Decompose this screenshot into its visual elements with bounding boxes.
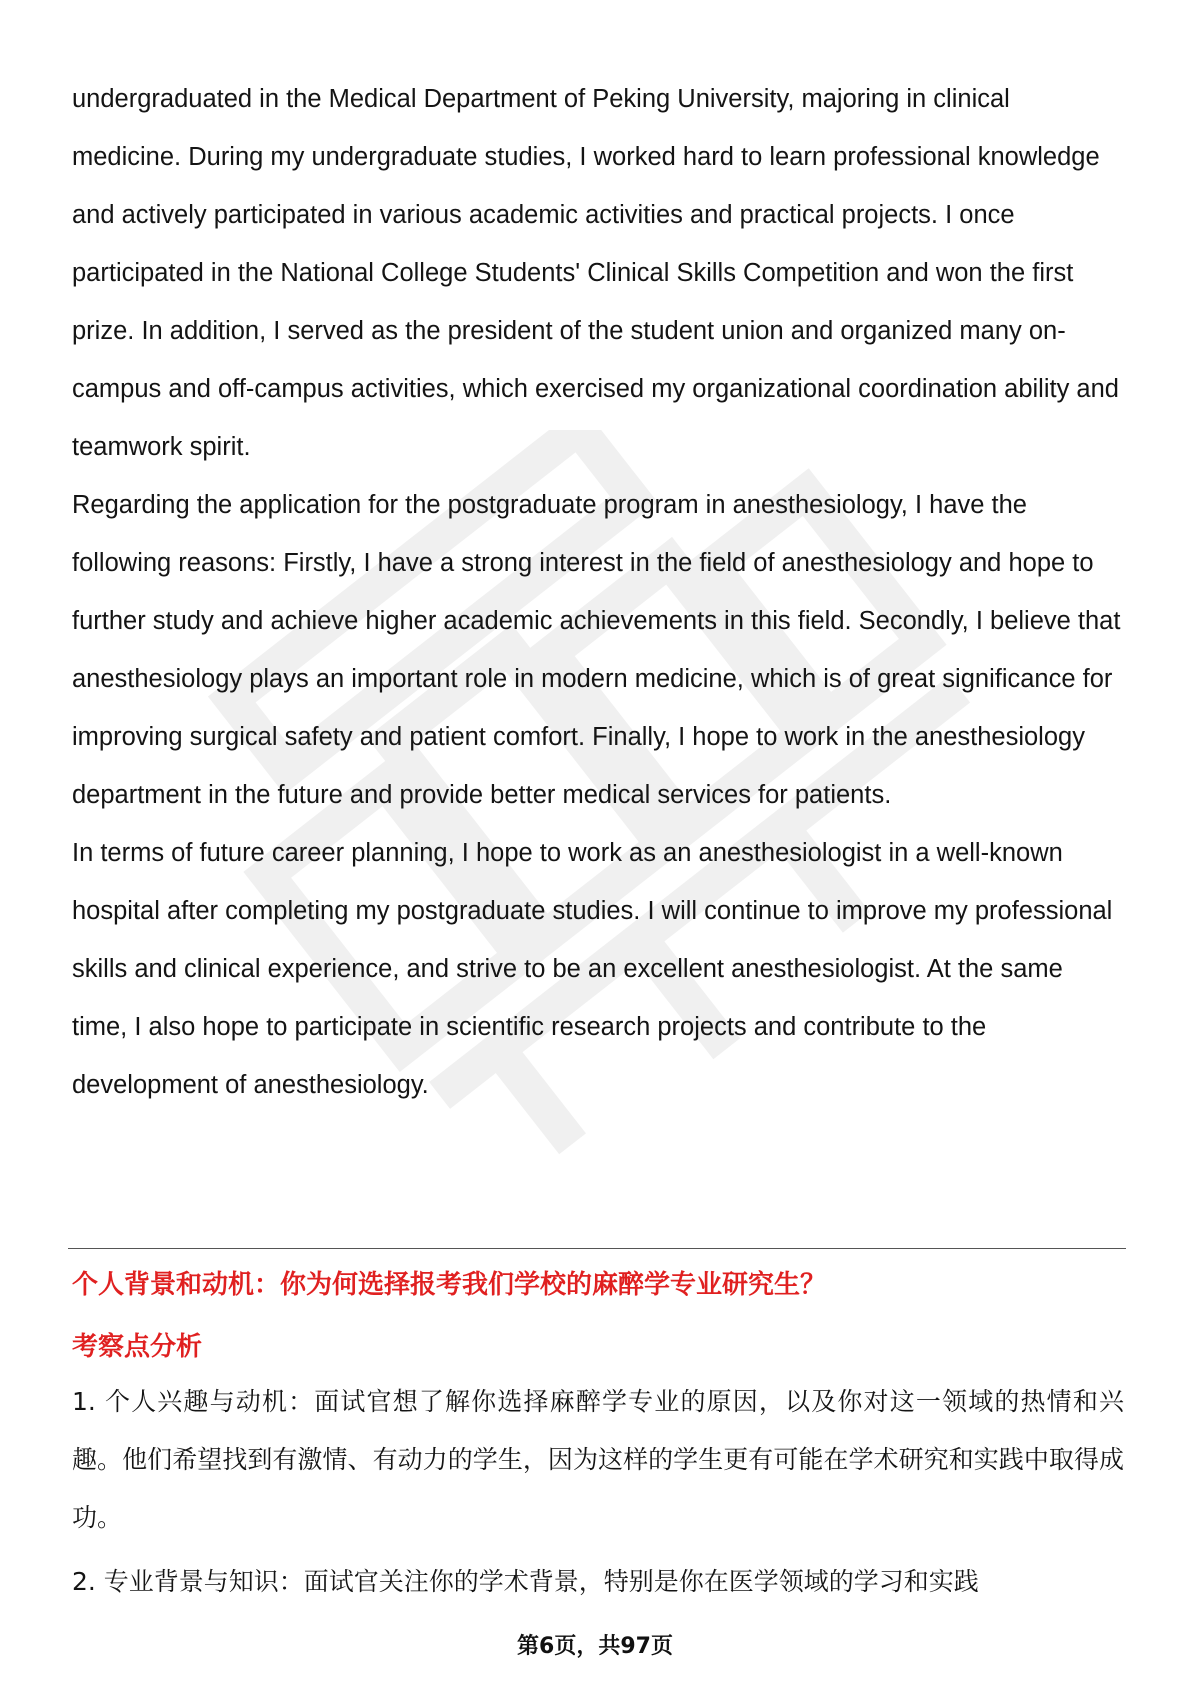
page-number: 第6页，共97页 <box>517 1634 673 1659</box>
analysis-heading: 考察点分析 <box>72 1332 203 1362</box>
analysis-point: 1. 个人兴趣与动机：面试官想了解你选择麻醉学专业的原因，以及你对这一领域的热情和兴趣。他们希望找到有激情、有动力的学生，因为这样的学生更有可能在学术研究和实践中取得成功。 <box>72 1387 1124 1532</box>
main-text <box>72 70 1124 1114</box>
section-divider <box>68 1248 1126 1249</box>
paragraph-reasons: Regarding the application for the postgraduate program in anesthesiology, I have the following reasons: Firstly, I have a strong interest in the field of anesthesiology and hope to further study and achieve higher academic achievements in this field. Secondly, I believe that anesthesiology plays an important role in modern medicine, which is of great significance for improving surgical safety and patient comfort. Finally, I hope to work in the anesthesiology department in the future and provide better medical services for patients. <box>72 491 1121 809</box>
paragraph-career-planning: In terms of future career planning, I hope to work as an anesthesiologist in a well-known hospital after completing my postgraduate studies. I will continue to improve my professional skills and clinical experience, and strive to be an excellent anesthesiologist. At the same time, I also hope to participate in scientific research projects and contribute to the development of anesthesiology. <box>72 839 1113 1099</box>
question-section <box>72 1265 1124 1611</box>
interview-question: 个人背景和动机：你为何选择报考我们学校的麻醉学专业研究生？ <box>72 1270 827 1300</box>
analysis-point: 2. 专业背景与知识：面试官关注你的学术背景，特别是你在医学领域的学习和实践 <box>72 1567 979 1596</box>
paragraph-background: undergraduated in the Medical Department of Peking University, majoring in clinical medicine. During my undergraduate studies, I worked hard to learn professional knowledge and actively participated in various academic activities and practical projects. I once participated in the National College Students' Clinical Skills Competition and won the first prize. In addition, I served as the president of the student union and organized many on-campus and off-campus activities, which exercised my organizational coordination ability and teamwork spirit. <box>72 85 1119 461</box>
